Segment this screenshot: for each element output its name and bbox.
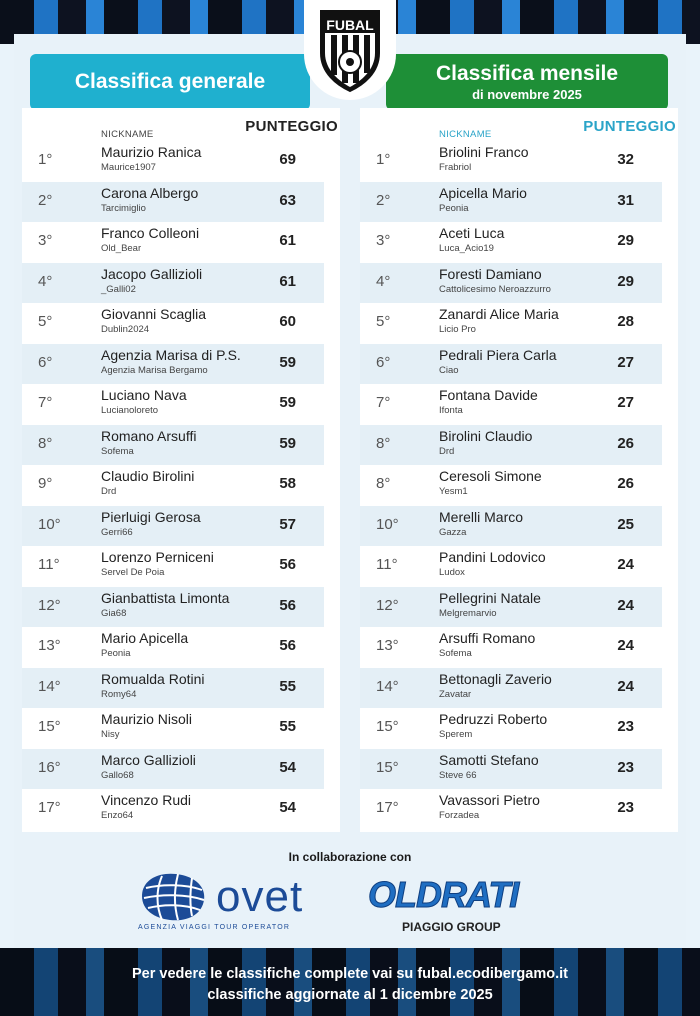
- rank-label: 12°: [376, 596, 399, 614]
- ranking-row: [22, 506, 324, 547]
- rank-label: 11°: [376, 556, 398, 573]
- monthly-ranking-header: [386, 54, 668, 110]
- player-points: 31: [617, 191, 634, 209]
- player-points: 56: [279, 596, 296, 614]
- ranking-row: [22, 789, 324, 830]
- player-points: 56: [279, 637, 296, 654]
- player-points: 27: [617, 353, 634, 371]
- player-points: 24: [617, 637, 634, 654]
- player-points: 60: [279, 313, 296, 330]
- player-name: Samotti Stefano: [439, 751, 539, 768]
- player-name: Jacopo Gallizioli: [101, 265, 203, 282]
- fubal-logo: [304, 0, 396, 100]
- player-name: Briolini Franco: [439, 144, 529, 160]
- player-name: Birolini Claudio: [439, 427, 533, 444]
- rank-label: 17°: [376, 799, 399, 816]
- rank-label: 8°: [376, 434, 391, 452]
- player-name: Franco Colleoni: [101, 225, 200, 241]
- ranking-row: [360, 465, 662, 506]
- player-name: Vavassori Pietro: [439, 792, 540, 808]
- player-points: 29: [617, 272, 634, 290]
- rank-label: 1°: [376, 151, 391, 168]
- player-nickname: Maurice1907: [101, 162, 156, 173]
- rank-label: 4°: [38, 272, 53, 290]
- ranking-row: [22, 263, 324, 304]
- ovet-tagline: AGENZIA VIAGGI TOUR OPERATOR: [138, 924, 291, 931]
- player-points: 25: [617, 515, 634, 533]
- player-name: Pierluigi Gerosa: [101, 508, 201, 525]
- rank-label: 7°: [38, 394, 53, 411]
- player-name: Carona Albergo: [101, 184, 199, 201]
- player-points: 54: [279, 758, 296, 776]
- player-points: 32: [617, 151, 634, 168]
- ranking-row: [22, 344, 324, 385]
- player-name: Lorenzo Perniceni: [101, 549, 214, 565]
- player-points: 59: [279, 394, 296, 411]
- player-points: 54: [279, 799, 296, 816]
- rank-label: 11°: [38, 556, 60, 573]
- player-name: Merelli Marco: [439, 508, 524, 525]
- rank-label: 7°: [376, 394, 391, 411]
- rank-label: 3°: [38, 232, 53, 249]
- ranking-row: [360, 627, 662, 668]
- player-points: 24: [617, 596, 634, 614]
- player-nickname: Peonia: [439, 202, 469, 214]
- player-nickname: Forzadea: [439, 810, 480, 821]
- player-nickname: Gazza: [439, 526, 467, 538]
- player-name: Pedrali Piera Carla: [439, 346, 557, 363]
- player-name: Romualda Rotini: [101, 670, 205, 687]
- ranking-row: [360, 344, 662, 385]
- general-ranking-title: Classifica generale: [74, 70, 266, 93]
- oldrati-wordmark: OLDRATI: [368, 874, 519, 915]
- rank-label: 1°: [38, 151, 53, 168]
- oldrati-sponsor-logo: [368, 874, 532, 940]
- player-name: Zanardi Alice Maria: [439, 306, 559, 322]
- ovet-wordmark: ovet: [216, 872, 304, 921]
- player-nickname: Frabriol: [439, 162, 472, 173]
- player-points: 24: [617, 556, 634, 573]
- player-points: 61: [279, 272, 296, 290]
- player-nickname: Luca_Acio19: [439, 243, 494, 254]
- player-name: Fontana Davide: [439, 387, 538, 403]
- monthly-col-points: PUNTEGGIO: [583, 118, 676, 135]
- player-name: Pandini Lodovico: [439, 549, 546, 565]
- player-name: Mario Apicella: [101, 630, 189, 646]
- player-name: Gianbattista Limonta: [101, 589, 230, 606]
- ranking-row: [360, 506, 662, 547]
- player-points: 27: [617, 394, 634, 411]
- player-nickname: Romy64: [101, 688, 137, 700]
- player-nickname: Enzo64: [101, 810, 134, 821]
- player-nickname: Sofema: [101, 445, 134, 457]
- footer-line-1: Per vedere le classifiche complete vai su fubal.ecodibergamo.it: [132, 966, 568, 982]
- footer-line-2: classifiche aggiornate al 1 dicembre 2025: [207, 987, 493, 1003]
- general-col-points: PUNTEGGIO: [245, 118, 338, 135]
- monthly-ranking-subtitle: di novembre 2025: [472, 87, 582, 102]
- globe-icon: [138, 870, 210, 924]
- oldrati-tagline: PIAGGIO GROUP: [402, 920, 501, 934]
- rank-label: 5°: [376, 313, 391, 330]
- player-nickname: Ifonta: [439, 405, 463, 416]
- player-name: Agenzia Marisa di P.S.: [101, 346, 241, 363]
- monthly-col-nickname: NICKNAME: [439, 129, 492, 140]
- player-nickname: Yesm1: [439, 486, 468, 497]
- ranking-row: [22, 141, 324, 182]
- player-name: Marco Gallizioli: [101, 751, 196, 768]
- player-name: Giovanni Scaglia: [101, 306, 207, 322]
- player-name: Maurizio Ranica: [101, 144, 202, 160]
- ranking-row: [360, 425, 662, 466]
- player-points: 59: [279, 434, 296, 452]
- monthly-ranking-title: Classifica mensile: [435, 62, 619, 85]
- rank-label: 6°: [376, 353, 391, 371]
- player-nickname: Sperem: [439, 729, 473, 740]
- player-points: 23: [617, 718, 634, 735]
- player-points: 26: [617, 434, 634, 452]
- player-nickname: Melgremarvio: [439, 607, 497, 619]
- player-points: 61: [279, 232, 296, 249]
- rank-label: 13°: [376, 637, 399, 654]
- rank-label: 15°: [376, 758, 399, 776]
- player-points: 59: [279, 353, 296, 371]
- rank-label: 10°: [376, 515, 399, 533]
- ranking-row: [360, 263, 662, 304]
- player-nickname: Licio Pro: [439, 324, 476, 335]
- player-nickname: Peonia: [101, 648, 131, 659]
- ranking-row: [360, 303, 662, 344]
- rank-label: 14°: [376, 677, 399, 695]
- ranking-row: [22, 222, 324, 263]
- player-nickname: Drd: [101, 486, 117, 497]
- general-ranking-panel: [22, 108, 340, 832]
- player-nickname: Gallo68: [101, 769, 134, 781]
- player-name: Aceti Luca: [439, 225, 505, 241]
- player-nickname: Dublin2024: [101, 324, 150, 335]
- monthly-ranking-panel: [360, 108, 678, 832]
- player-points: 63: [279, 191, 296, 209]
- player-nickname: Gia68: [101, 607, 127, 619]
- rank-label: 15°: [376, 718, 399, 735]
- player-points: 28: [617, 313, 634, 330]
- player-nickname: Cattolicesimo Neroazzurro: [439, 283, 551, 295]
- ranking-row: [360, 384, 662, 425]
- ranking-row: [22, 627, 324, 668]
- rank-label: 4°: [376, 272, 391, 290]
- player-name: Claudio Birolini: [101, 468, 195, 484]
- player-points: 23: [617, 758, 634, 776]
- player-name: Maurizio Nisoli: [101, 711, 193, 727]
- player-name: Pellegrini Natale: [439, 589, 541, 606]
- collaboration-label: In collaborazione con: [288, 850, 412, 864]
- general-ranking-list: [22, 141, 340, 830]
- ranking-row: [22, 546, 324, 587]
- player-name: Bettonagli Zaverio: [439, 670, 552, 687]
- player-name: Vincenzo Rudi: [101, 792, 192, 808]
- rank-label: 17°: [38, 799, 61, 816]
- rank-label: 9°: [38, 475, 53, 492]
- ranking-row: [360, 668, 662, 709]
- rank-label: 10°: [38, 515, 61, 533]
- rank-label: 3°: [376, 232, 391, 249]
- player-nickname: Drd: [439, 445, 455, 457]
- rank-label: 8°: [376, 475, 391, 492]
- ranking-row: [360, 141, 662, 182]
- ranking-row: [22, 384, 324, 425]
- rank-label: 2°: [376, 191, 391, 209]
- rank-label: 6°: [38, 353, 53, 371]
- ranking-row: [22, 587, 324, 628]
- player-nickname: Servel De Poia: [101, 567, 165, 578]
- player-name: Ceresoli Simone: [439, 468, 542, 484]
- player-name: Pedruzzi Roberto: [439, 711, 548, 727]
- rank-label: 16°: [38, 758, 61, 776]
- player-nickname: Ciao: [439, 364, 459, 376]
- player-name: Romano Arsuffi: [101, 427, 197, 444]
- player-points: 69: [279, 151, 296, 168]
- player-name: Luciano Nava: [101, 387, 187, 403]
- player-name: Foresti Damiano: [439, 265, 542, 282]
- rank-label: 8°: [38, 434, 53, 452]
- player-points: 29: [617, 232, 634, 249]
- ranking-row: [360, 587, 662, 628]
- logo-text: FUBAL: [326, 17, 374, 33]
- ranking-row: [360, 708, 662, 749]
- ranking-row: [22, 303, 324, 344]
- ranking-row: [360, 182, 662, 223]
- monthly-ranking-list: [360, 141, 678, 830]
- rank-label: 14°: [38, 677, 61, 695]
- ranking-row: [22, 182, 324, 223]
- rank-label: 5°: [38, 313, 53, 330]
- player-nickname: Steve 66: [439, 769, 477, 781]
- ranking-row: [360, 546, 662, 587]
- player-nickname: Ludox: [439, 567, 465, 578]
- ranking-row: [22, 668, 324, 709]
- footer: [0, 964, 700, 1006]
- player-nickname: Nisy: [101, 729, 120, 740]
- rank-label: 15°: [38, 718, 61, 735]
- ranking-row: [360, 222, 662, 263]
- ranking-row: [360, 789, 662, 830]
- general-col-nickname: NICKNAME: [101, 129, 154, 140]
- player-points: 26: [617, 475, 634, 492]
- player-points: 23: [617, 799, 634, 816]
- player-nickname: Old_Bear: [101, 243, 142, 254]
- player-points: 56: [279, 556, 296, 573]
- player-nickname: Gerri66: [101, 526, 133, 538]
- ovet-sponsor-logo: [138, 868, 328, 940]
- player-nickname: _Galli02: [101, 283, 136, 295]
- ranking-row: [22, 749, 324, 790]
- player-points: 58: [279, 475, 296, 492]
- rank-label: 12°: [38, 596, 61, 614]
- rank-label: 13°: [38, 637, 61, 654]
- rank-label: 2°: [38, 191, 53, 209]
- player-points: 55: [279, 677, 296, 695]
- player-name: Apicella Mario: [439, 184, 527, 201]
- general-ranking-header: [30, 54, 310, 110]
- player-nickname: Tarcimiglio: [101, 202, 146, 214]
- ranking-row: [22, 465, 324, 506]
- player-points: 57: [279, 515, 296, 533]
- player-nickname: Agenzia Marisa Bergamo: [101, 364, 208, 376]
- player-nickname: Lucianoloreto: [101, 405, 159, 416]
- player-points: 24: [617, 677, 634, 695]
- fubal-shield-icon: [315, 7, 385, 93]
- ranking-row: [360, 749, 662, 790]
- player-name: Arsuffi Romano: [439, 630, 536, 646]
- player-nickname: Zavatar: [439, 688, 472, 700]
- ranking-row: [22, 425, 324, 466]
- ranking-row: [22, 708, 324, 749]
- player-nickname: Sofema: [439, 648, 472, 659]
- player-points: 55: [279, 718, 296, 735]
